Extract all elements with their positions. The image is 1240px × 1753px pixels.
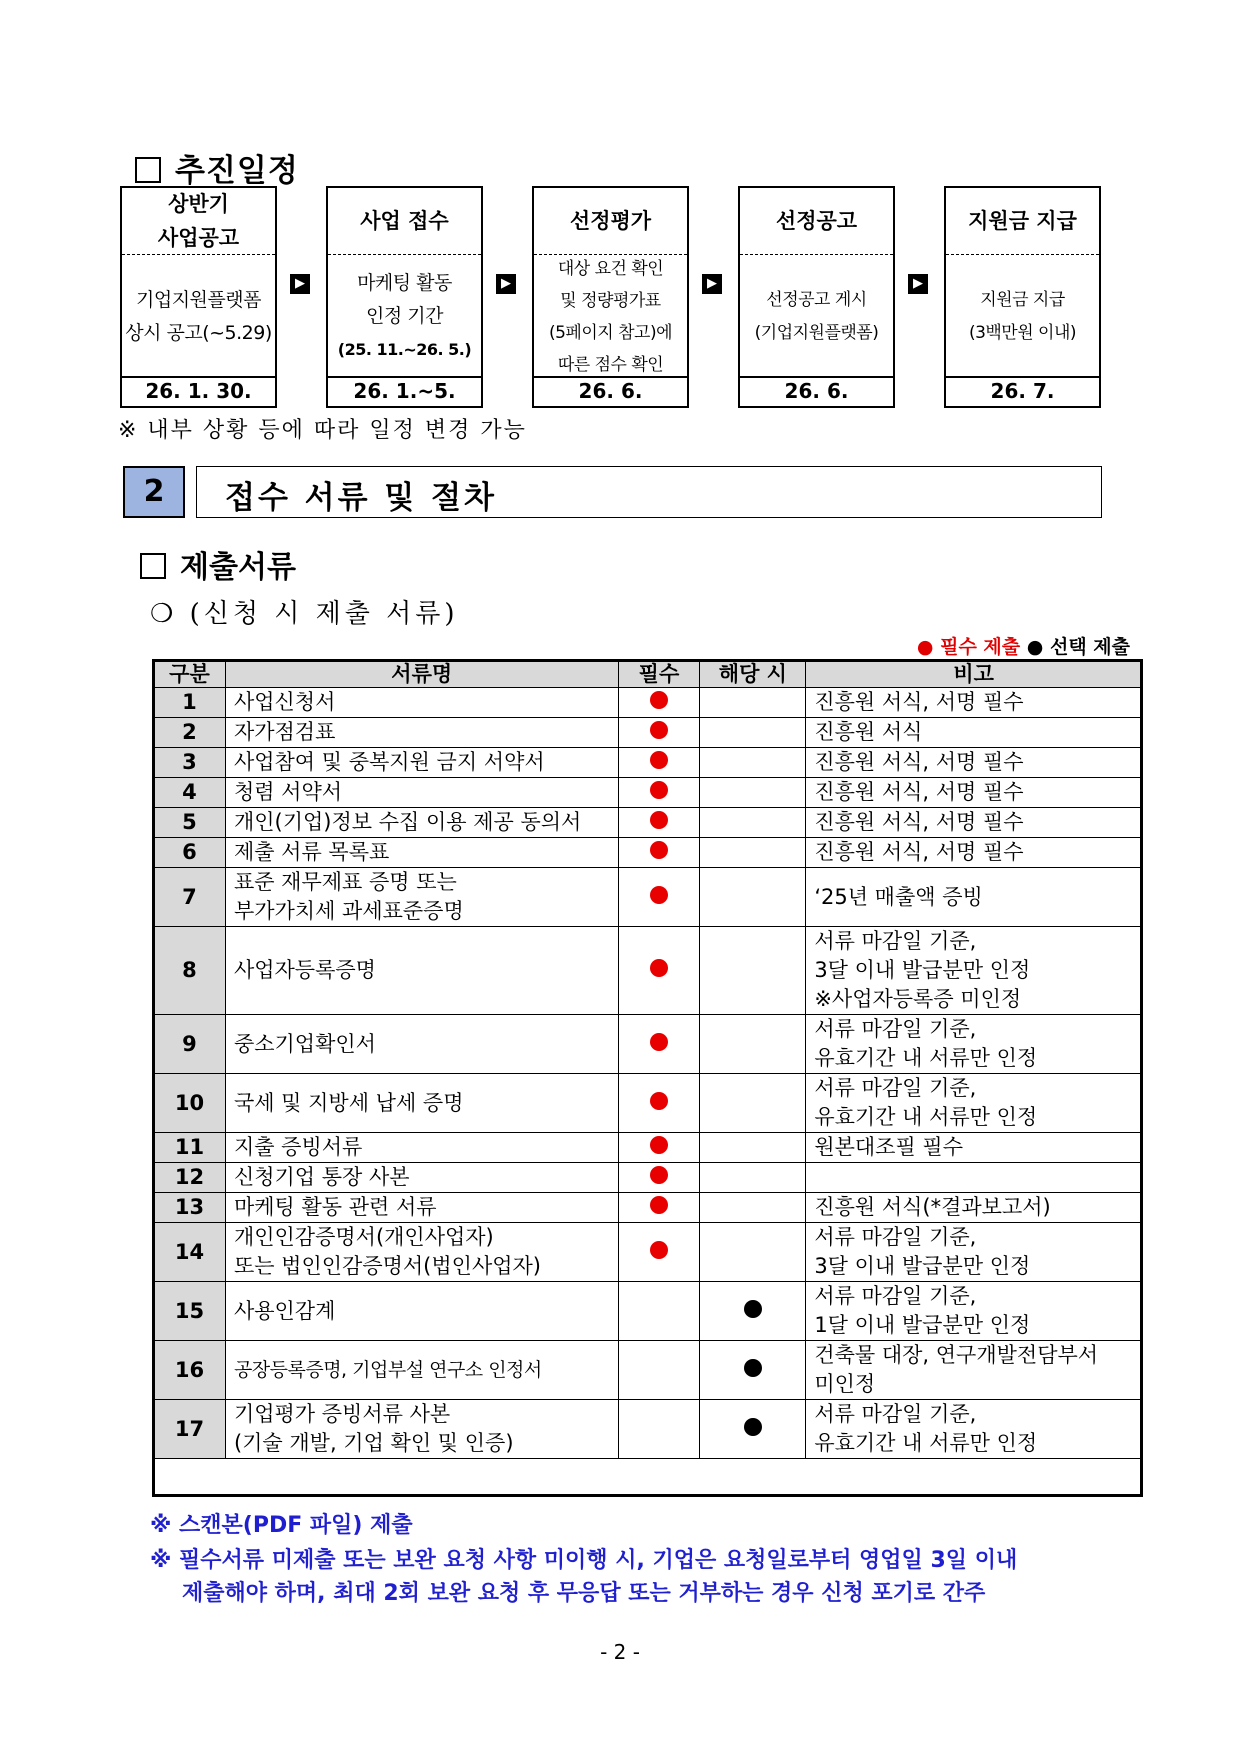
step-head: 선정평가 bbox=[534, 188, 687, 255]
remarks bbox=[806, 868, 1142, 927]
arrow-right-icon: ▶ bbox=[290, 274, 310, 294]
step-body: 대상 요건 확인 및 정량평가표 (5페이지 참고)에 따른 점수 확인 bbox=[548, 258, 673, 375]
remarks-line: 진흥원 서식, 서명 필수 bbox=[814, 750, 1024, 774]
row-number: 10 bbox=[154, 1074, 226, 1133]
doc-name-line: 개인인감증명서(개인사업자) bbox=[233, 1225, 494, 1249]
step-date: 26. 1.~5. bbox=[328, 376, 481, 406]
doc-name bbox=[225, 1400, 618, 1459]
doc-name bbox=[225, 1133, 618, 1163]
row-number: 11 bbox=[154, 1133, 226, 1163]
table-row bbox=[154, 1074, 1142, 1133]
conditional-cell bbox=[700, 748, 806, 778]
docs-subtitle: ❍ (신청 시 제출 서류) bbox=[150, 599, 459, 629]
table-row bbox=[154, 748, 1142, 778]
col-header-required: 필수 bbox=[618, 661, 700, 688]
remarks bbox=[806, 1223, 1142, 1282]
remarks-line: ※사업자등록증 미인정 bbox=[814, 987, 1022, 1011]
doc-name-line: 사업자등록증명 bbox=[233, 958, 376, 982]
page-number: - 2 - bbox=[600, 1640, 640, 1664]
required-cell bbox=[618, 838, 700, 868]
doc-name bbox=[225, 1223, 618, 1282]
step-body: 기업지원플랫폼 상시 공고(~5.29) bbox=[125, 288, 272, 344]
conditional-cell bbox=[700, 1163, 806, 1193]
required-cell bbox=[618, 1223, 700, 1282]
doc-name bbox=[225, 748, 618, 778]
conditional-cell bbox=[700, 927, 806, 1015]
doc-name bbox=[225, 868, 618, 927]
required-cell bbox=[618, 1193, 700, 1223]
row-number: 5 bbox=[154, 808, 226, 838]
doc-name-line: 신청기업 통장 사본 bbox=[233, 1165, 410, 1189]
required-dot-icon bbox=[650, 841, 668, 859]
col-header-name: 서류명 bbox=[225, 661, 618, 688]
remarks-line: 서류 마감일 기준, bbox=[814, 1076, 977, 1100]
row-number: 6 bbox=[154, 838, 226, 868]
step-date: 26. 6. bbox=[534, 376, 687, 406]
remarks-line: 진흥원 서식, 서명 필수 bbox=[814, 780, 1024, 804]
schedule-step-4 bbox=[738, 186, 895, 408]
row-number: 7 bbox=[154, 868, 226, 927]
remarks-line: 서류 마감일 기준, bbox=[814, 1284, 977, 1308]
required-cell bbox=[618, 1163, 700, 1193]
required-dot-icon bbox=[650, 1033, 668, 1051]
step-body: 선정공고 게시 (기업지원플랫폼) bbox=[754, 289, 879, 343]
conditional-cell bbox=[700, 868, 806, 927]
row-number: 16 bbox=[154, 1341, 226, 1400]
remarks-line: 서류 마감일 기준, bbox=[814, 929, 977, 953]
remarks bbox=[806, 1163, 1142, 1193]
required-dot-icon bbox=[650, 1241, 668, 1259]
doc-name-line: 제출 서류 목록표 bbox=[233, 840, 390, 864]
doc-name bbox=[225, 1074, 618, 1133]
table-row bbox=[154, 1223, 1142, 1282]
footnote-supplement-cont: 제출해야 하며, 최대 2회 보완 요청 후 무응답 또는 거부하는 경우 신청 포기로 간주 bbox=[182, 1581, 986, 1606]
step-head: 상반기 사업공고 bbox=[122, 188, 275, 255]
remarks bbox=[806, 838, 1142, 868]
remarks bbox=[806, 1015, 1142, 1074]
footnote-scan: ※ 스캔본(PDF 파일) 제출 bbox=[150, 1513, 413, 1538]
remarks-line: 진흥원 서식, 서명 필수 bbox=[814, 840, 1024, 864]
required-cell bbox=[618, 1074, 700, 1133]
doc-name-line: 사용인감계 bbox=[233, 1298, 336, 1323]
col-header-no: 구분 bbox=[154, 661, 226, 688]
doc-name-line: 마케팅 활동 관련 서류 bbox=[233, 1195, 437, 1219]
doc-name-line: 사업참여 및 중복지원 금지 서약서 bbox=[233, 750, 545, 774]
step-date: 26. 1. 30. bbox=[122, 376, 275, 406]
docs-table bbox=[153, 660, 1142, 1459]
remarks-line: 1달 이내 발급분만 인정 bbox=[814, 1313, 1031, 1337]
doc-name bbox=[225, 927, 618, 1015]
arrow-right-icon: ▶ bbox=[908, 274, 928, 294]
remarks bbox=[806, 1193, 1142, 1223]
remarks-line: 서류 마감일 기준, bbox=[814, 1402, 977, 1426]
doc-name bbox=[225, 1163, 618, 1193]
doc-name bbox=[225, 1341, 618, 1400]
remarks bbox=[806, 808, 1142, 838]
schedule-step-2 bbox=[326, 186, 483, 408]
table-row bbox=[154, 1133, 1142, 1163]
required-cell bbox=[618, 1341, 700, 1400]
remarks bbox=[806, 688, 1142, 718]
conditional-cell bbox=[700, 1015, 806, 1074]
remarks-line: 원본대조필 필수 bbox=[814, 1135, 963, 1159]
remarks-line: 유효기간 내 서류만 인정 bbox=[814, 1431, 1038, 1455]
step-date: 26. 6. bbox=[740, 376, 893, 406]
doc-name-line: (기술 개발, 기업 확인 및 인증) bbox=[233, 1431, 514, 1455]
square-bullet-icon bbox=[140, 553, 166, 579]
remarks bbox=[806, 1341, 1142, 1400]
required-dot-icon bbox=[650, 691, 668, 709]
table-row bbox=[154, 808, 1142, 838]
table-row bbox=[154, 688, 1142, 718]
table-row bbox=[154, 718, 1142, 748]
row-number: 17 bbox=[154, 1400, 226, 1459]
schedule-note: ※ 내부 상황 등에 따라 일정 변경 가능 bbox=[118, 418, 527, 443]
doc-name-line: 공장등록증명, 기업부설 연구소 인정서 bbox=[233, 1358, 542, 1381]
doc-name-line: 지출 증빙서류 bbox=[233, 1135, 363, 1159]
optional-dot-icon bbox=[744, 1418, 762, 1436]
table-row bbox=[154, 838, 1142, 868]
row-number: 3 bbox=[154, 748, 226, 778]
table-header-row bbox=[154, 661, 1142, 688]
table-row bbox=[154, 927, 1142, 1015]
arrow-right-icon: ▶ bbox=[702, 274, 722, 294]
remarks-line: 진흥원 서식, 서명 필수 bbox=[814, 810, 1024, 834]
remarks-line: ‘25년 매출액 증빙 bbox=[814, 884, 983, 909]
doc-name bbox=[225, 838, 618, 868]
required-dot-icon bbox=[650, 1166, 668, 1184]
conditional-cell bbox=[700, 1282, 806, 1341]
square-bullet-icon bbox=[135, 157, 161, 183]
step-body: 마케팅 활동 인정 기간 (25. 11.~26. 5.) bbox=[337, 272, 472, 359]
doc-name-line: 개인(기업)정보 수집 이용 제공 동의서 bbox=[233, 810, 582, 834]
table-row bbox=[154, 1400, 1142, 1459]
remarks-line: 3달 이내 발급분만 인정 bbox=[814, 958, 1031, 982]
table-row bbox=[154, 868, 1142, 927]
conditional-cell bbox=[700, 1074, 806, 1133]
required-cell bbox=[618, 868, 700, 927]
conditional-cell bbox=[700, 808, 806, 838]
remarks-line: 건축물 대장, 연구개발전담부서 bbox=[814, 1343, 1099, 1367]
schedule-step-3 bbox=[532, 186, 689, 408]
optional-dot-icon bbox=[744, 1359, 762, 1377]
required-cell bbox=[618, 718, 700, 748]
optional-dot-icon bbox=[744, 1300, 762, 1318]
arrow-right-icon: ▶ bbox=[496, 274, 516, 294]
required-dot-icon bbox=[650, 1196, 668, 1214]
row-number: 13 bbox=[154, 1193, 226, 1223]
legend-optional: ● 선택 제출 bbox=[1026, 636, 1130, 658]
table-row bbox=[154, 1015, 1142, 1074]
schedule-step-1 bbox=[120, 186, 277, 408]
row-number: 4 bbox=[154, 778, 226, 808]
conditional-cell bbox=[700, 1400, 806, 1459]
row-number: 9 bbox=[154, 1015, 226, 1074]
row-number: 15 bbox=[154, 1282, 226, 1341]
schedule-section-title: 추진일정 bbox=[135, 145, 299, 190]
row-number: 1 bbox=[154, 688, 226, 718]
doc-name bbox=[225, 1015, 618, 1074]
required-cell bbox=[618, 927, 700, 1015]
required-dot-icon bbox=[650, 721, 668, 739]
step-date: 26. 7. bbox=[946, 376, 1099, 406]
step-head: 지원금 지급 bbox=[946, 188, 1099, 255]
conditional-cell bbox=[700, 1341, 806, 1400]
step-body: 지원금 지급 (3백만원 이내) bbox=[968, 289, 1077, 343]
remarks bbox=[806, 718, 1142, 748]
required-dot-icon bbox=[650, 959, 668, 977]
doc-name bbox=[225, 688, 618, 718]
doc-name-line: 또는 법인인감증명서(법인사업자) bbox=[233, 1254, 542, 1278]
required-dot-icon bbox=[650, 781, 668, 799]
remarks-line: 서류 마감일 기준, bbox=[814, 1017, 977, 1041]
conditional-cell bbox=[700, 1133, 806, 1163]
table-row bbox=[154, 1341, 1142, 1400]
required-cell bbox=[618, 1282, 700, 1341]
conditional-cell bbox=[700, 718, 806, 748]
row-number: 8 bbox=[154, 927, 226, 1015]
doc-name bbox=[225, 1282, 618, 1341]
step-head: 선정공고 bbox=[740, 188, 893, 255]
required-cell bbox=[618, 688, 700, 718]
remarks bbox=[806, 748, 1142, 778]
doc-name-line: 표준 재무제표 증명 또는 bbox=[233, 870, 457, 894]
required-cell bbox=[618, 1400, 700, 1459]
doc-name-line: 사업신청서 bbox=[233, 690, 336, 714]
section-number-badge: 2 bbox=[123, 466, 185, 518]
required-dot-icon bbox=[650, 886, 668, 904]
remarks bbox=[806, 1282, 1142, 1341]
required-cell bbox=[618, 808, 700, 838]
remarks-line: 미인정 bbox=[814, 1372, 876, 1396]
doc-name bbox=[225, 778, 618, 808]
remarks bbox=[806, 927, 1142, 1015]
legend-required: ● 필수 제출 bbox=[916, 636, 1021, 658]
doc-name-line: 국세 및 지방세 납세 증명 bbox=[233, 1090, 464, 1115]
doc-name-line: 부가가치세 과세표준증명 bbox=[233, 899, 464, 923]
remarks-line: 3달 이내 발급분만 인정 bbox=[814, 1254, 1031, 1278]
conditional-cell bbox=[700, 1223, 806, 1282]
schedule-step-5 bbox=[944, 186, 1101, 408]
remarks-line: 서류 마감일 기준, bbox=[814, 1225, 977, 1249]
doc-name-line: 중소기업확인서 bbox=[233, 1031, 376, 1056]
docs-section-title: 제출서류 bbox=[140, 542, 296, 586]
conditional-cell bbox=[700, 838, 806, 868]
required-cell bbox=[618, 1015, 700, 1074]
required-dot-icon bbox=[650, 751, 668, 769]
row-number: 14 bbox=[154, 1223, 226, 1282]
doc-name-line: 자가점검표 bbox=[233, 720, 336, 744]
required-dot-icon bbox=[650, 811, 668, 829]
remarks bbox=[806, 778, 1142, 808]
required-cell bbox=[618, 778, 700, 808]
doc-name bbox=[225, 718, 618, 748]
required-cell bbox=[618, 1133, 700, 1163]
table-row bbox=[154, 1282, 1142, 1341]
legend bbox=[917, 632, 1130, 659]
table-row bbox=[154, 778, 1142, 808]
conditional-cell bbox=[700, 1193, 806, 1223]
remarks-line: 유효기간 내 서류만 인정 bbox=[814, 1046, 1038, 1070]
required-cell bbox=[618, 748, 700, 778]
table-row bbox=[154, 1163, 1142, 1193]
remarks bbox=[806, 1074, 1142, 1133]
footnote-supplement: ※ 필수서류 미제출 또는 보완 요청 사항 미이행 시, 기업은 요청일로부터 영업일 3일 이내 bbox=[150, 1548, 1018, 1573]
col-header-remarks: 비고 bbox=[806, 661, 1142, 688]
row-number: 2 bbox=[154, 718, 226, 748]
remarks-line: 진흥원 서식(*결과보고서) bbox=[814, 1195, 1051, 1219]
remarks bbox=[806, 1133, 1142, 1163]
remarks-line: 진흥원 서식, 서명 필수 bbox=[814, 690, 1024, 714]
doc-name-line: 청렴 서약서 bbox=[233, 780, 343, 804]
required-dot-icon bbox=[650, 1092, 668, 1110]
table-row bbox=[154, 1193, 1142, 1223]
doc-name-line: 기업평가 증빙서류 사본 bbox=[233, 1402, 451, 1426]
required-dot-icon bbox=[650, 1136, 668, 1154]
doc-name bbox=[225, 808, 618, 838]
col-header-conditional: 해당 시 bbox=[700, 661, 806, 688]
remarks-line: 진흥원 서식 bbox=[814, 720, 923, 744]
conditional-cell bbox=[700, 778, 806, 808]
row-number: 12 bbox=[154, 1163, 226, 1193]
section-title: 접수 서류 및 절차 bbox=[225, 480, 497, 516]
conditional-cell bbox=[700, 688, 806, 718]
step-head: 사업 접수 bbox=[328, 188, 481, 255]
remarks bbox=[806, 1400, 1142, 1459]
doc-name bbox=[225, 1193, 618, 1223]
remarks-line: 유효기간 내 서류만 인정 bbox=[814, 1105, 1038, 1129]
